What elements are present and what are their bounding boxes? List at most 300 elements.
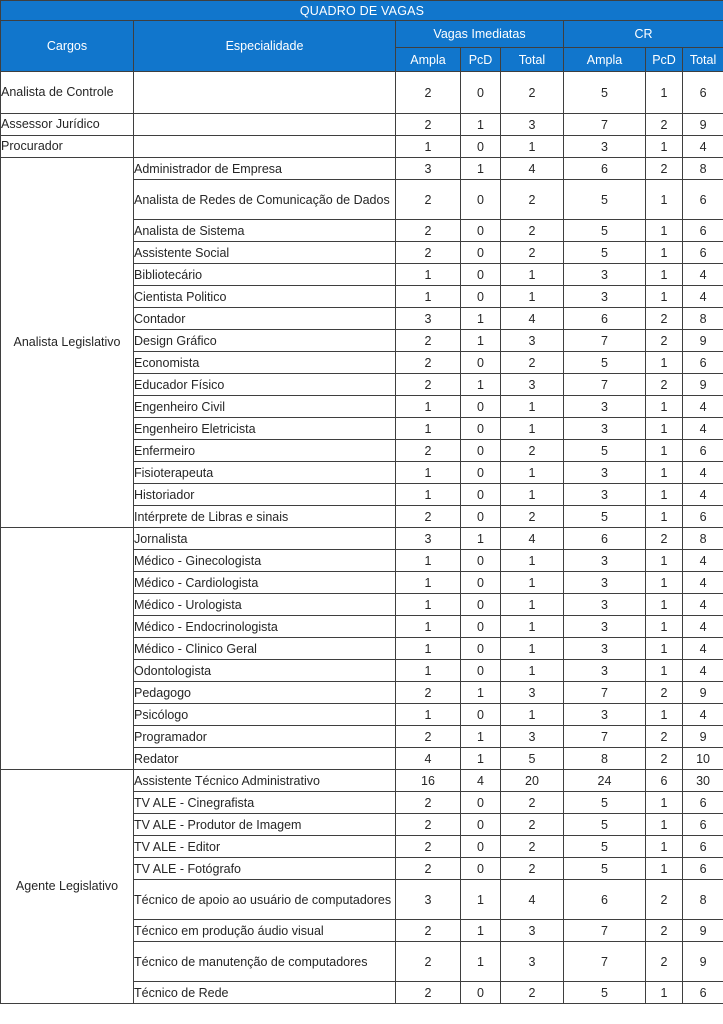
cell-cr-total: 8 — [683, 880, 723, 920]
cell-cr-ampla: 7 — [564, 330, 646, 352]
cell-vi-pcd: 1 — [461, 528, 501, 550]
cell-cr-total: 9 — [683, 374, 723, 396]
cell-vi-total: 3 — [501, 726, 564, 748]
especialidade-cell: Analista de Redes de Comunicação de Dados — [134, 180, 396, 220]
cell-cr-ampla: 5 — [564, 72, 646, 114]
cell-cr-total: 6 — [683, 180, 723, 220]
cell-vi-pcd: 0 — [461, 836, 501, 858]
cell-cr-ampla: 7 — [564, 374, 646, 396]
column-header-vi-total: Total — [501, 48, 564, 72]
cell-cr-ampla: 5 — [564, 180, 646, 220]
cell-vi-total: 1 — [501, 286, 564, 308]
cell-vi-total: 2 — [501, 242, 564, 264]
especialidade-cell: Intérprete de Libras e sinais — [134, 506, 396, 528]
especialidade-cell: TV ALE - Produtor de Imagem — [134, 814, 396, 836]
column-header-cr-total: Total — [683, 48, 723, 72]
column-header-cargos: Cargos — [1, 21, 134, 72]
cell-cr-pcd: 1 — [646, 440, 683, 462]
cargo-cell: Analista de Controle — [1, 72, 134, 114]
cell-vi-total: 1 — [501, 704, 564, 726]
cell-cr-pcd: 2 — [646, 158, 683, 180]
cell-cr-total: 4 — [683, 660, 723, 682]
especialidade-cell: Contador — [134, 308, 396, 330]
especialidade-cell — [134, 114, 396, 136]
cell-cr-pcd: 1 — [646, 242, 683, 264]
column-header-vi-pcd: PcD — [461, 48, 501, 72]
especialidade-cell: Analista de Sistema — [134, 220, 396, 242]
cell-vi-ampla: 3 — [396, 528, 461, 550]
cell-cr-ampla: 3 — [564, 264, 646, 286]
cell-cr-ampla: 3 — [564, 462, 646, 484]
cell-cr-total: 4 — [683, 550, 723, 572]
cell-vi-ampla: 1 — [396, 264, 461, 286]
cell-vi-ampla: 1 — [396, 704, 461, 726]
cell-cr-pcd: 1 — [646, 264, 683, 286]
especialidade-cell — [134, 72, 396, 114]
cell-cr-pcd: 1 — [646, 572, 683, 594]
cell-cr-pcd: 2 — [646, 942, 683, 982]
especialidade-cell: Psicólogo — [134, 704, 396, 726]
cell-vi-pcd: 0 — [461, 418, 501, 440]
cell-cr-pcd: 2 — [646, 748, 683, 770]
cell-cr-total: 6 — [683, 858, 723, 880]
table-row — [1, 136, 723, 158]
cell-vi-total: 20 — [501, 770, 564, 792]
cell-vi-ampla: 1 — [396, 286, 461, 308]
cell-cr-ampla: 7 — [564, 114, 646, 136]
cell-vi-ampla: 1 — [396, 594, 461, 616]
table-row — [1, 72, 723, 114]
cell-cr-total: 6 — [683, 506, 723, 528]
especialidade-cell: Bibliotecário — [134, 264, 396, 286]
cell-vi-total: 3 — [501, 682, 564, 704]
cell-cr-pcd: 6 — [646, 770, 683, 792]
cell-vi-ampla: 2 — [396, 114, 461, 136]
cargo-cell: Procurador — [1, 136, 134, 158]
cell-cr-total: 4 — [683, 638, 723, 660]
cell-cr-pcd: 1 — [646, 136, 683, 158]
cell-cr-pcd: 1 — [646, 858, 683, 880]
cell-vi-pcd: 0 — [461, 396, 501, 418]
cell-cr-ampla: 8 — [564, 748, 646, 770]
cell-vi-pcd: 0 — [461, 484, 501, 506]
table-row — [1, 114, 723, 136]
cell-cr-ampla: 5 — [564, 506, 646, 528]
cell-cr-pcd: 1 — [646, 792, 683, 814]
cell-vi-pcd: 1 — [461, 726, 501, 748]
cell-vi-pcd: 0 — [461, 814, 501, 836]
cell-cr-ampla: 3 — [564, 550, 646, 572]
cell-cr-total: 6 — [683, 836, 723, 858]
cell-vi-pcd: 0 — [461, 72, 501, 114]
cell-vi-pcd: 1 — [461, 942, 501, 982]
cell-vi-total: 3 — [501, 114, 564, 136]
cell-vi-total: 2 — [501, 352, 564, 374]
cargo-cell: Assessor Jurídico — [1, 114, 134, 136]
cell-vi-ampla: 2 — [396, 920, 461, 942]
cell-vi-ampla: 2 — [396, 72, 461, 114]
cell-vi-total: 2 — [501, 792, 564, 814]
cell-cr-ampla: 3 — [564, 484, 646, 506]
especialidade-cell: Engenheiro Civil — [134, 396, 396, 418]
cell-cr-total: 4 — [683, 594, 723, 616]
cell-cr-ampla: 5 — [564, 242, 646, 264]
cell-vi-total: 1 — [501, 638, 564, 660]
cell-vi-pcd: 0 — [461, 286, 501, 308]
especialidade-cell — [134, 136, 396, 158]
column-header-cr-pcd: PcD — [646, 48, 683, 72]
cell-vi-ampla: 2 — [396, 982, 461, 1004]
cell-vi-total: 1 — [501, 484, 564, 506]
especialidade-cell: Fisioterapeuta — [134, 462, 396, 484]
cell-cr-ampla: 3 — [564, 660, 646, 682]
cell-cr-ampla: 3 — [564, 136, 646, 158]
cell-cr-total: 9 — [683, 682, 723, 704]
cell-vi-pcd: 1 — [461, 880, 501, 920]
cell-cr-total: 6 — [683, 242, 723, 264]
cell-cr-ampla: 3 — [564, 572, 646, 594]
cell-vi-total: 3 — [501, 920, 564, 942]
cell-cr-ampla: 6 — [564, 308, 646, 330]
cell-cr-total: 9 — [683, 726, 723, 748]
cell-vi-ampla: 2 — [396, 836, 461, 858]
cell-cr-pcd: 1 — [646, 616, 683, 638]
cell-cr-ampla: 7 — [564, 920, 646, 942]
especialidade-cell: Economista — [134, 352, 396, 374]
cell-cr-total: 8 — [683, 528, 723, 550]
cell-vi-total: 1 — [501, 660, 564, 682]
cell-cr-total: 4 — [683, 264, 723, 286]
cell-cr-ampla: 7 — [564, 726, 646, 748]
cell-vi-ampla: 1 — [396, 418, 461, 440]
cell-cr-pcd: 1 — [646, 396, 683, 418]
especialidade-cell: Historiador — [134, 484, 396, 506]
cell-cr-pcd: 1 — [646, 72, 683, 114]
cell-vi-ampla: 3 — [396, 880, 461, 920]
cell-vi-total: 1 — [501, 396, 564, 418]
cell-cr-pcd: 2 — [646, 308, 683, 330]
cell-vi-pcd: 0 — [461, 180, 501, 220]
cell-vi-ampla: 4 — [396, 748, 461, 770]
cell-cr-ampla: 3 — [564, 594, 646, 616]
header-group-row — [1, 21, 723, 48]
cell-cr-ampla: 5 — [564, 352, 646, 374]
cell-vi-pcd: 0 — [461, 440, 501, 462]
cell-cr-pcd: 1 — [646, 418, 683, 440]
cargo-cell: Analista Legislativo — [1, 158, 134, 528]
cell-cr-pcd: 1 — [646, 506, 683, 528]
cell-vi-pcd: 0 — [461, 982, 501, 1004]
table-header — [1, 1, 723, 72]
cell-cr-total: 6 — [683, 814, 723, 836]
cell-vi-ampla: 2 — [396, 374, 461, 396]
cell-cr-pcd: 1 — [646, 352, 683, 374]
cell-vi-ampla: 1 — [396, 638, 461, 660]
cell-vi-ampla: 3 — [396, 308, 461, 330]
cell-cr-pcd: 2 — [646, 528, 683, 550]
cell-cr-ampla: 5 — [564, 858, 646, 880]
cargo-cell: Agente Legislativo — [1, 770, 134, 1004]
cell-vi-pcd: 0 — [461, 594, 501, 616]
cell-cr-total: 8 — [683, 308, 723, 330]
cell-vi-total: 2 — [501, 180, 564, 220]
cell-cr-total: 9 — [683, 942, 723, 982]
cell-vi-total: 4 — [501, 158, 564, 180]
column-group-vagas-imediatas: Vagas Imediatas — [396, 21, 564, 48]
table-body — [1, 72, 723, 1004]
cell-vi-total: 1 — [501, 616, 564, 638]
table-row — [1, 528, 723, 550]
cell-cr-pcd: 1 — [646, 484, 683, 506]
especialidade-cell: Enfermeiro — [134, 440, 396, 462]
cell-vi-pcd: 0 — [461, 352, 501, 374]
cell-cr-pcd: 1 — [646, 594, 683, 616]
especialidade-cell: Assistente Técnico Administrativo — [134, 770, 396, 792]
cell-cr-total: 4 — [683, 396, 723, 418]
cell-cr-ampla: 3 — [564, 286, 646, 308]
cell-cr-pcd: 1 — [646, 286, 683, 308]
cell-cr-ampla: 5 — [564, 982, 646, 1004]
cell-vi-ampla: 16 — [396, 770, 461, 792]
cell-cr-total: 6 — [683, 440, 723, 462]
cell-vi-pcd: 0 — [461, 550, 501, 572]
cell-vi-ampla: 2 — [396, 506, 461, 528]
cell-vi-ampla: 2 — [396, 242, 461, 264]
cell-vi-pcd: 0 — [461, 242, 501, 264]
cell-vi-pcd: 0 — [461, 572, 501, 594]
cell-vi-pcd: 1 — [461, 920, 501, 942]
cell-cr-ampla: 3 — [564, 704, 646, 726]
cell-cr-pcd: 1 — [646, 220, 683, 242]
cell-cr-total: 10 — [683, 748, 723, 770]
cell-cr-ampla: 7 — [564, 942, 646, 982]
cell-vi-pcd: 0 — [461, 858, 501, 880]
cell-vi-total: 4 — [501, 528, 564, 550]
cell-vi-ampla: 1 — [396, 550, 461, 572]
cell-vi-pcd: 0 — [461, 616, 501, 638]
cell-cr-ampla: 3 — [564, 638, 646, 660]
cell-vi-pcd: 1 — [461, 682, 501, 704]
cell-vi-total: 3 — [501, 374, 564, 396]
cell-cr-ampla: 3 — [564, 396, 646, 418]
cell-cr-pcd: 1 — [646, 660, 683, 682]
cell-cr-pcd: 2 — [646, 374, 683, 396]
cell-vi-ampla: 1 — [396, 484, 461, 506]
cell-vi-pcd: 0 — [461, 136, 501, 158]
cell-cr-ampla: 6 — [564, 880, 646, 920]
cell-vi-ampla: 1 — [396, 136, 461, 158]
especialidade-cell: Design Gráfico — [134, 330, 396, 352]
cell-cr-ampla: 6 — [564, 528, 646, 550]
cell-cr-total: 4 — [683, 572, 723, 594]
cell-vi-total: 1 — [501, 572, 564, 594]
cell-vi-ampla: 2 — [396, 352, 461, 374]
especialidade-cell: Administrador de Empresa — [134, 158, 396, 180]
cell-cr-total: 30 — [683, 770, 723, 792]
cell-cr-pcd: 2 — [646, 726, 683, 748]
cell-cr-total: 6 — [683, 792, 723, 814]
cell-vi-ampla: 2 — [396, 682, 461, 704]
cell-vi-ampla: 2 — [396, 792, 461, 814]
especialidade-cell: Técnico de manutenção de computadores — [134, 942, 396, 982]
cell-vi-total: 1 — [501, 264, 564, 286]
cell-cr-ampla: 24 — [564, 770, 646, 792]
cell-vi-total: 4 — [501, 308, 564, 330]
cell-cr-total: 9 — [683, 114, 723, 136]
cell-cr-total: 6 — [683, 352, 723, 374]
cell-vi-pcd: 0 — [461, 638, 501, 660]
cell-cr-total: 6 — [683, 982, 723, 1004]
column-group-cr: CR — [564, 21, 723, 48]
cell-vi-total: 2 — [501, 220, 564, 242]
cell-cr-pcd: 1 — [646, 982, 683, 1004]
especialidade-cell: Cientista Politico — [134, 286, 396, 308]
cell-cr-pcd: 1 — [646, 814, 683, 836]
especialidade-cell: Assistente Social — [134, 242, 396, 264]
cell-vi-total: 2 — [501, 858, 564, 880]
cell-vi-total: 1 — [501, 462, 564, 484]
cell-vi-pcd: 0 — [461, 506, 501, 528]
cell-vi-ampla: 2 — [396, 726, 461, 748]
especialidade-cell: Técnico de apoio ao usuário de computadores — [134, 880, 396, 920]
cell-vi-ampla: 1 — [396, 396, 461, 418]
cell-vi-total: 2 — [501, 982, 564, 1004]
cell-cr-total: 4 — [683, 462, 723, 484]
especialidade-cell: Educador Físico — [134, 374, 396, 396]
cell-vi-ampla: 1 — [396, 616, 461, 638]
cell-cr-pcd: 2 — [646, 920, 683, 942]
cell-cr-ampla: 5 — [564, 792, 646, 814]
cell-cr-ampla: 5 — [564, 440, 646, 462]
column-header-cr-ampla: Ampla — [564, 48, 646, 72]
cell-vi-ampla: 2 — [396, 220, 461, 242]
cell-cr-total: 6 — [683, 220, 723, 242]
especialidade-cell: Médico - Ginecologista — [134, 550, 396, 572]
cell-vi-pcd: 1 — [461, 114, 501, 136]
cell-vi-pcd: 1 — [461, 330, 501, 352]
cell-vi-ampla: 2 — [396, 330, 461, 352]
cell-vi-ampla: 3 — [396, 158, 461, 180]
especialidade-cell: TV ALE - Cinegrafista — [134, 792, 396, 814]
cell-cr-pcd: 1 — [646, 550, 683, 572]
cell-vi-total: 1 — [501, 418, 564, 440]
cell-vi-total: 2 — [501, 836, 564, 858]
cell-cr-ampla: 5 — [564, 814, 646, 836]
table-row — [1, 158, 723, 180]
cell-cr-total: 4 — [683, 704, 723, 726]
cell-vi-pcd: 1 — [461, 748, 501, 770]
cell-cr-ampla: 5 — [564, 836, 646, 858]
cell-vi-total: 3 — [501, 942, 564, 982]
especialidade-cell: TV ALE - Editor — [134, 836, 396, 858]
table-row — [1, 770, 723, 792]
especialidade-cell: Técnico de Rede — [134, 982, 396, 1004]
cell-cr-ampla: 3 — [564, 418, 646, 440]
cell-vi-pcd: 1 — [461, 158, 501, 180]
cell-cr-total: 9 — [683, 330, 723, 352]
cell-vi-total: 4 — [501, 880, 564, 920]
cell-vi-total: 3 — [501, 330, 564, 352]
cell-vi-ampla: 2 — [396, 814, 461, 836]
cargo-cell — [1, 528, 134, 770]
cell-cr-total: 4 — [683, 136, 723, 158]
cell-vi-total: 2 — [501, 814, 564, 836]
cell-cr-pcd: 1 — [646, 704, 683, 726]
cell-vi-total: 2 — [501, 72, 564, 114]
page-title: QUADRO DE VAGAS — [1, 1, 723, 21]
cell-cr-ampla: 6 — [564, 158, 646, 180]
cell-vi-ampla: 2 — [396, 180, 461, 220]
cell-vi-pcd: 0 — [461, 792, 501, 814]
cell-cr-pcd: 1 — [646, 638, 683, 660]
cell-cr-pcd: 1 — [646, 462, 683, 484]
cell-cr-total: 4 — [683, 418, 723, 440]
cell-cr-pcd: 1 — [646, 836, 683, 858]
cell-vi-ampla: 2 — [396, 942, 461, 982]
especialidade-cell: Médico - Clinico Geral — [134, 638, 396, 660]
cell-cr-total: 4 — [683, 616, 723, 638]
cell-vi-pcd: 0 — [461, 704, 501, 726]
cell-vi-ampla: 2 — [396, 858, 461, 880]
cell-vi-pcd: 0 — [461, 462, 501, 484]
column-header-especialidade: Especialidade — [134, 21, 396, 72]
cell-cr-pcd: 1 — [646, 180, 683, 220]
cell-vi-pcd: 0 — [461, 220, 501, 242]
cell-vi-total: 1 — [501, 550, 564, 572]
cell-vi-pcd: 1 — [461, 308, 501, 330]
cell-vi-pcd: 0 — [461, 660, 501, 682]
cell-vi-ampla: 1 — [396, 462, 461, 484]
cell-cr-pcd: 2 — [646, 880, 683, 920]
cell-vi-total: 1 — [501, 594, 564, 616]
especialidade-cell: Engenheiro Eletricista — [134, 418, 396, 440]
cell-cr-ampla: 7 — [564, 682, 646, 704]
title-row — [1, 1, 723, 21]
cell-vi-pcd: 0 — [461, 264, 501, 286]
cell-cr-total: 6 — [683, 72, 723, 114]
cell-vi-pcd: 1 — [461, 374, 501, 396]
column-header-vi-ampla: Ampla — [396, 48, 461, 72]
cell-cr-total: 8 — [683, 158, 723, 180]
especialidade-cell: Médico - Urologista — [134, 594, 396, 616]
cell-cr-pcd: 2 — [646, 114, 683, 136]
especialidade-cell: Técnico em produção áudio visual — [134, 920, 396, 942]
cell-cr-ampla: 3 — [564, 616, 646, 638]
cell-vi-ampla: 1 — [396, 572, 461, 594]
cell-vi-ampla: 1 — [396, 660, 461, 682]
cell-vi-total: 1 — [501, 136, 564, 158]
cell-vi-pcd: 4 — [461, 770, 501, 792]
cell-vi-ampla: 2 — [396, 440, 461, 462]
cell-cr-total: 4 — [683, 484, 723, 506]
especialidade-cell: TV ALE - Fotógrafo — [134, 858, 396, 880]
especialidade-cell: Jornalista — [134, 528, 396, 550]
cell-vi-total: 5 — [501, 748, 564, 770]
cell-cr-total: 9 — [683, 920, 723, 942]
especialidade-cell: Odontologista — [134, 660, 396, 682]
especialidade-cell: Pedagogo — [134, 682, 396, 704]
cell-cr-total: 4 — [683, 286, 723, 308]
especialidade-cell: Médico - Cardiologista — [134, 572, 396, 594]
cell-cr-pcd: 2 — [646, 330, 683, 352]
especialidade-cell: Programador — [134, 726, 396, 748]
cell-vi-total: 2 — [501, 440, 564, 462]
cell-vi-total: 2 — [501, 506, 564, 528]
especialidade-cell: Redator — [134, 748, 396, 770]
cell-cr-pcd: 2 — [646, 682, 683, 704]
cell-cr-ampla: 5 — [564, 220, 646, 242]
especialidade-cell: Médico - Endocrinologista — [134, 616, 396, 638]
